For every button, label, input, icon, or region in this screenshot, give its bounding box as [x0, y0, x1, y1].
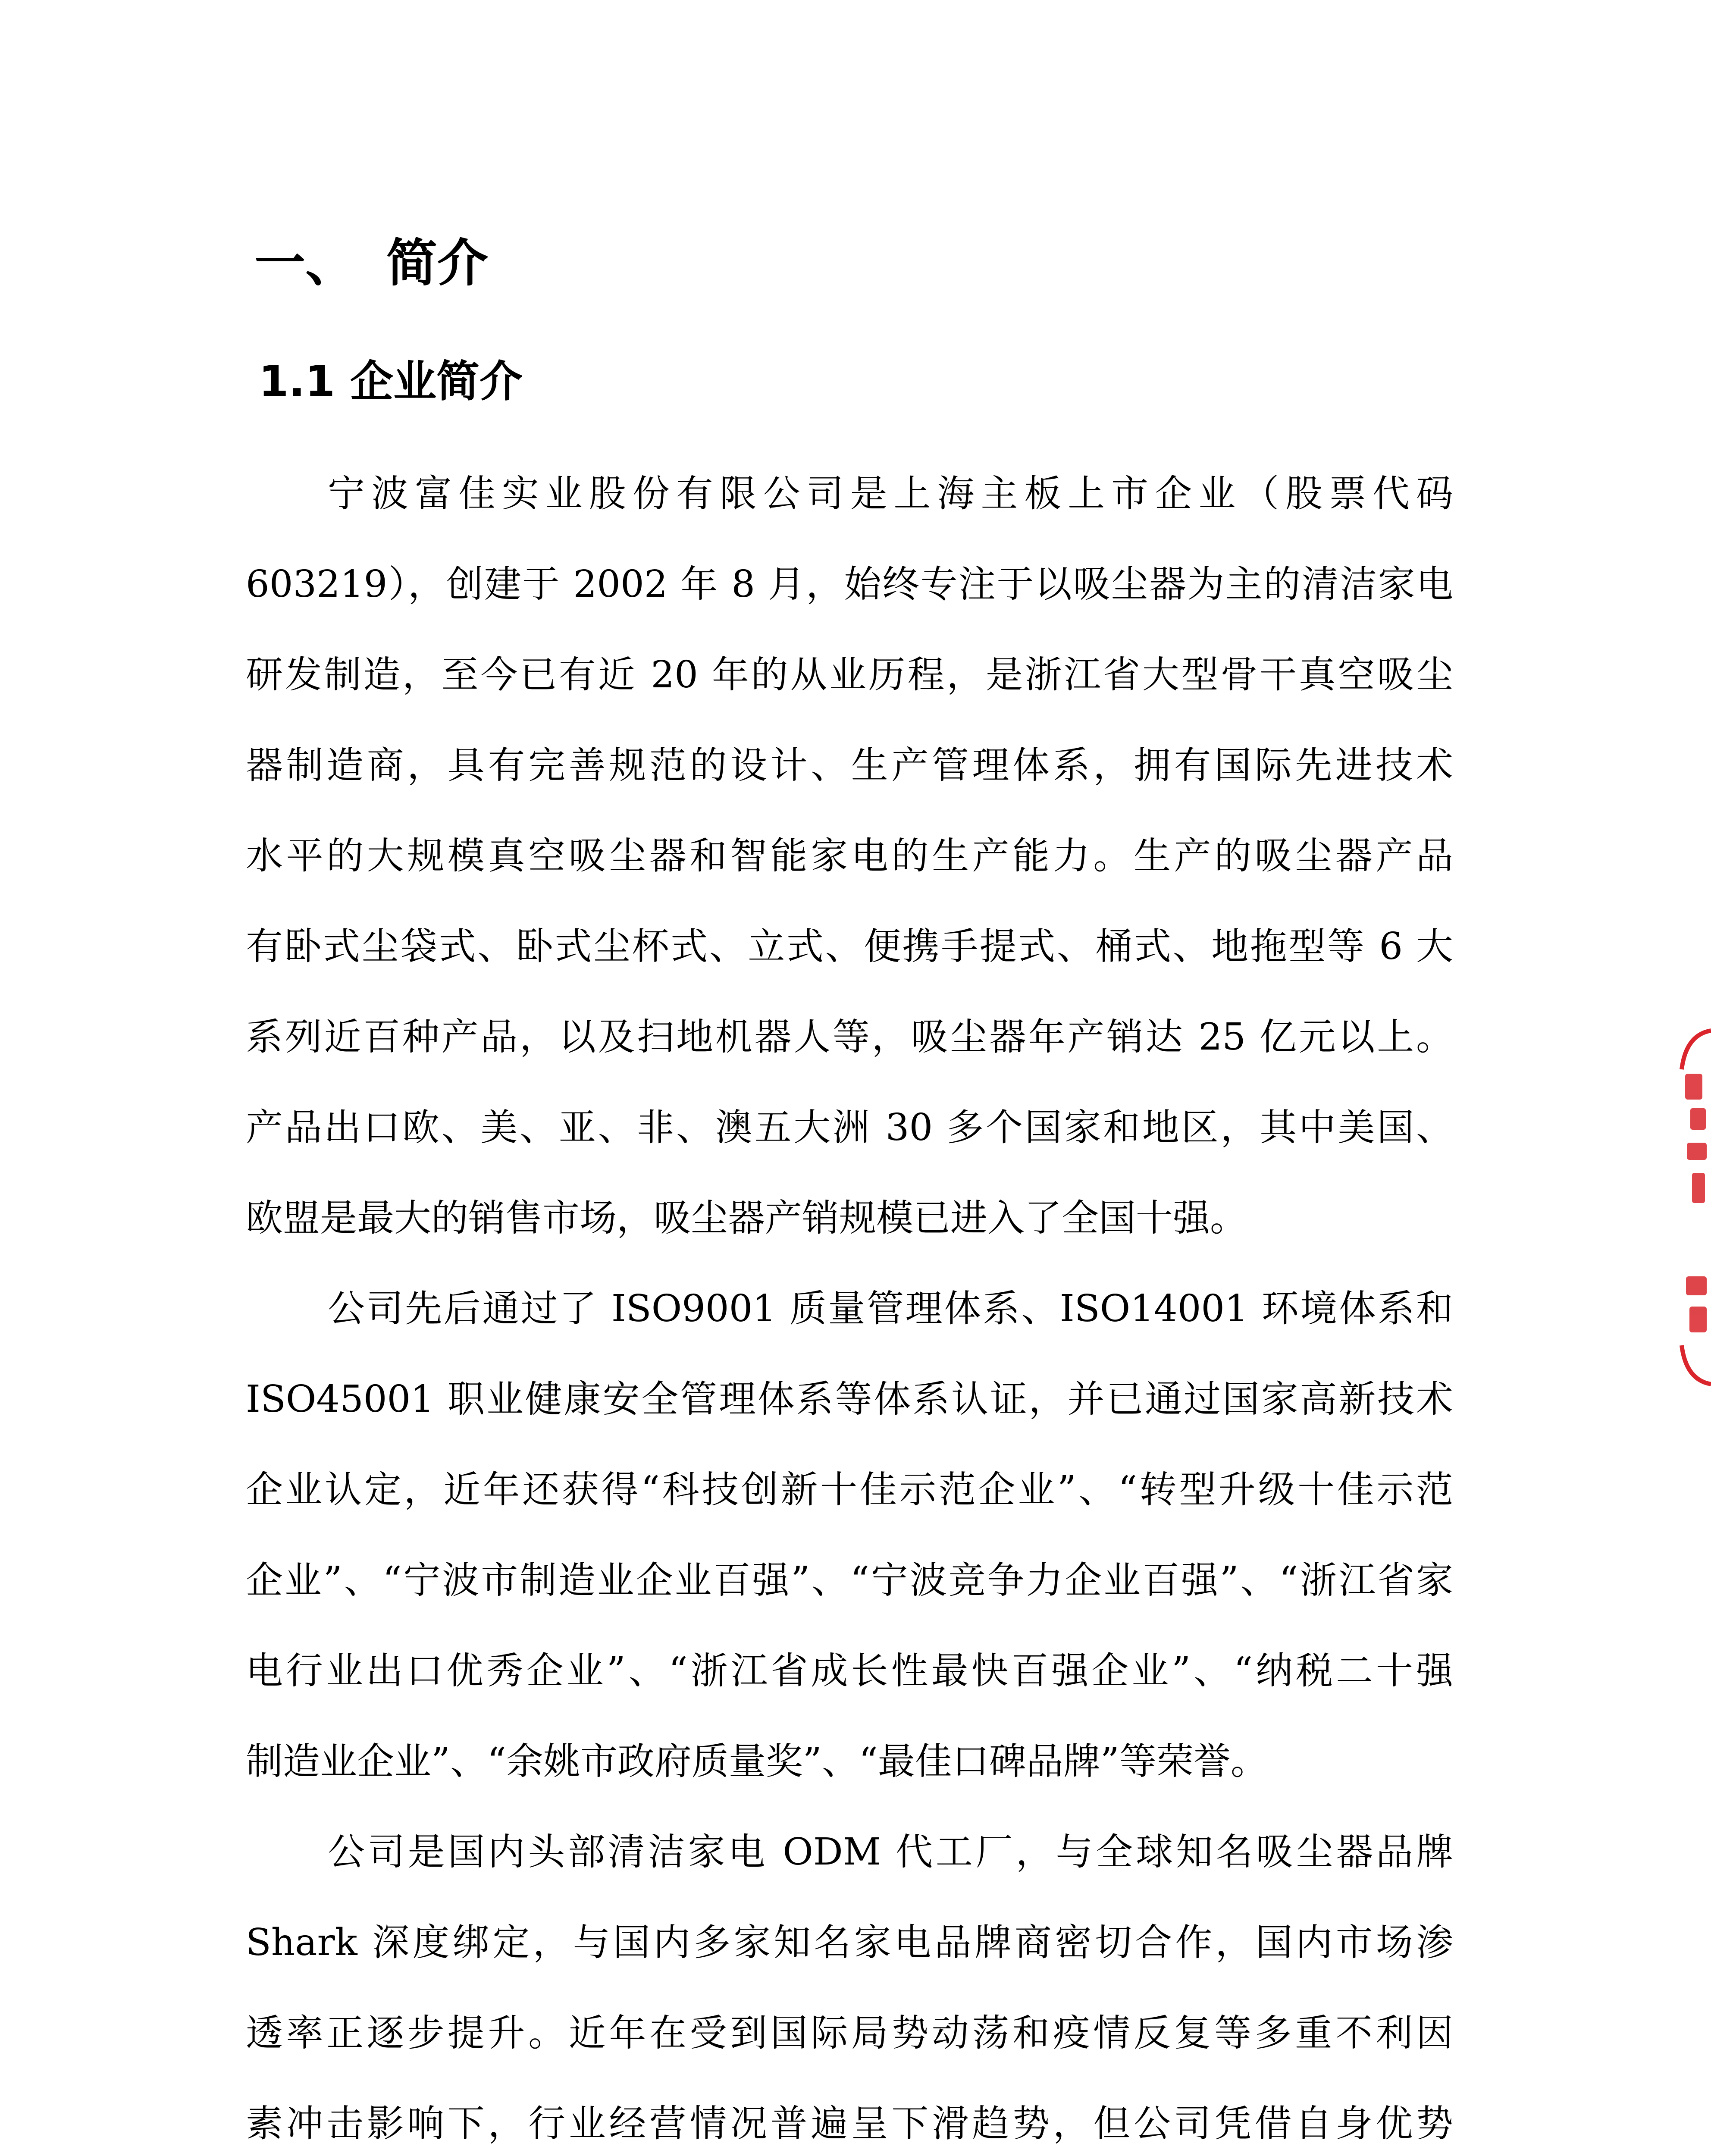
- paragraph-line: 素冲击影响下，行业经营情况普遍呈下滑趋势，但公司凭借自身优势: [246, 2102, 1453, 2145]
- section-heading: [254, 233, 488, 293]
- paragraph-certifications: [246, 1263, 1453, 1807]
- paragraph-line: 水平的大规模真空吸尘器和智能家电的生产能力。生产的吸尘器产品: [246, 834, 1453, 877]
- paragraph-line: 欧盟是最大的销售市场，吸尘器产销规模已进入了全国十强。: [246, 1197, 1247, 1240]
- paragraph-line: 电行业出口优秀企业”、“浙江省成长性最快百强企业”、“纳税二十强: [246, 1649, 1453, 1692]
- section-number: 一、: [254, 233, 357, 293]
- paragraph-line: 企业”、“宁波市制造业企业百强”、“宁波竞争力企业百强”、“浙江省家: [246, 1559, 1453, 1602]
- paragraph-line: 系列近百种产品，以及扫地机器人等，吸尘器年产销达 25 亿元以上。: [246, 1015, 1453, 1059]
- paragraph-line: 公司是国内头部清洁家电 ODM 代工厂，与全球知名吸尘器品牌: [328, 1830, 1453, 1874]
- paragraph-line: Shark 深度绑定，与国内多家知名家电品牌商密切合作，国内市场渗: [246, 1921, 1453, 1964]
- paragraph-line: 透率正逐步提升。近年在受到国际局势动荡和疫情反复等多重不利因: [246, 2012, 1453, 2055]
- paragraph-line: 研发制造，至今已有近 20 年的从业历程，是浙江省大型骨干真空吸尘: [246, 653, 1453, 696]
- red-seal-stamp-icon: [1677, 1018, 1711, 1397]
- paragraph-line: ISO45001 职业健康安全管理体系等体系认证，并已通过国家高新技术: [246, 1378, 1453, 1421]
- paragraph-company-intro: [246, 448, 1453, 1263]
- paragraph-market: [246, 1807, 1453, 2156]
- paragraph-line: 制造业企业”、“余姚市政府质量奖”、“最佳口碑品牌”等荣誉。: [246, 1740, 1268, 1783]
- paragraph-line: 宁波富佳实业股份有限公司是上海主板上市企业（股票代码: [328, 472, 1453, 515]
- paragraph-line: 603219），创建于 2002 年 8 月，始终专注于以吸尘器为主的清洁家电: [246, 563, 1453, 606]
- paragraph-line: 公司先后通过了 ISO9001 质量管理体系、ISO14001 环境体系和: [328, 1287, 1453, 1330]
- section-title: 简介: [386, 233, 489, 293]
- paragraph-line: 产品出口欧、美、亚、非、澳五大洲 30 多个国家和地区，其中美国、: [246, 1106, 1453, 1149]
- paragraph-line: 企业认定，近年还获得“科技创新十佳示范企业”、“转型升级十佳示范: [246, 1468, 1453, 1511]
- paragraph-line: 器制造商，具有完善规范的设计、生产管理体系，拥有国际先进技术: [246, 744, 1453, 787]
- subsection-heading: 1.1 企业简介: [259, 356, 523, 407]
- paragraph-line: 有卧式尘袋式、卧式尘杯式、立式、便携手提式、桶式、地拖型等 6 大: [246, 925, 1453, 968]
